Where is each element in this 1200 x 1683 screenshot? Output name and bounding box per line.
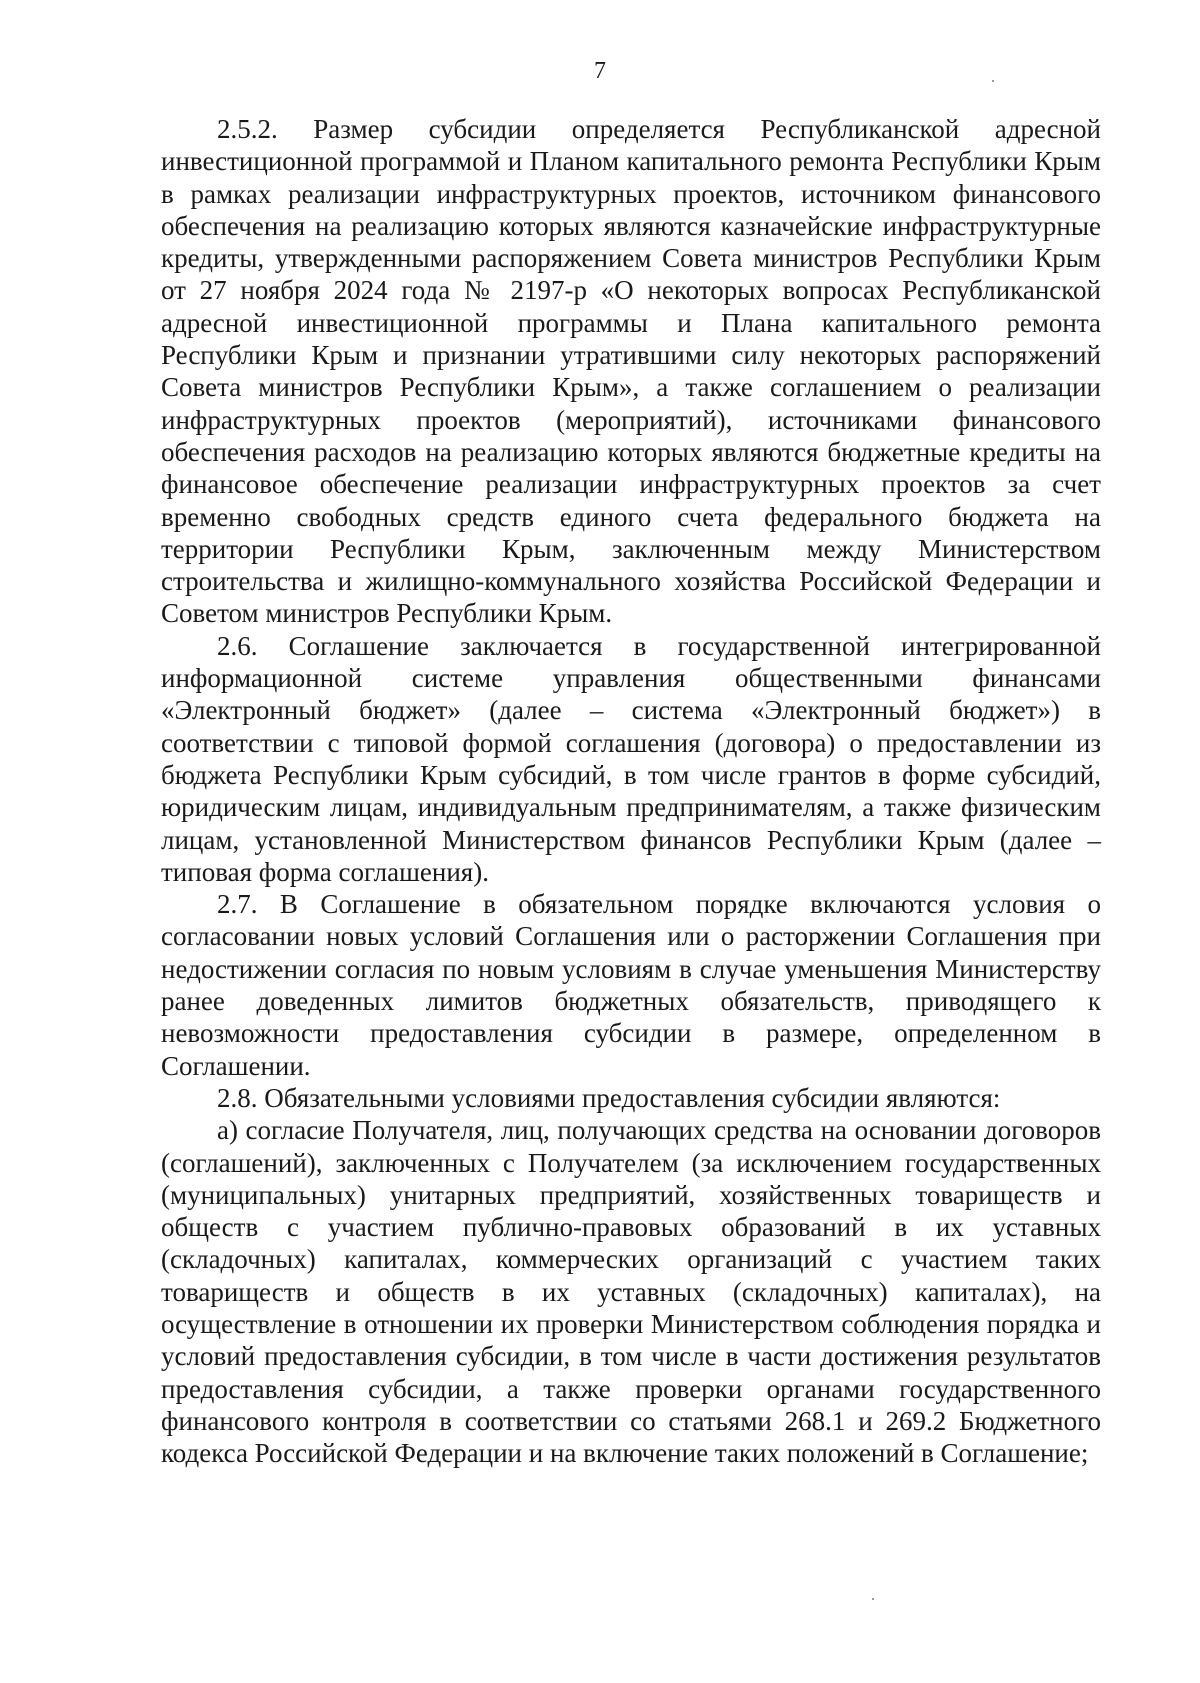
page-number: 7 — [594, 58, 606, 84]
paragraph-2-8-a: а) согласие Получателя, лиц, получающих средства на основании договоров (соглашений), заключенных с Получателем (за исключением государственных (муниципальных) унитарных предприятий, хозяйственных товариществ и обществ с участием публично-правовых образований в их уставных (складочных) капиталах, коммерческих организаций с участием таких товариществ и обществ в их уставных (складочных) капиталах), на осуществление в отношении их проверки Министерством соблюдения порядка и условий предоставления субсидии, в том числе в части достижения результатов предоставления субсидии, а также проверки органами государственного финансового контроля в соответствии со статьями 268.1 и 269.2 Бюджетного кодекса Российской Федерации и на включение таких положений в Соглашение; — [161, 1115, 1101, 1469]
scan-speck — [992, 80, 994, 82]
paragraph-2-5-2: 2.5.2. Размер субсидии определяется Республиканской адресной инвестиционной программой и Планом капитального ремонта Республики Крым в рамках реализации инфраструктурных проектов, источником финансового обеспечения на реализацию которых являются казначейские инфраструктурные кредиты, утвержденными распоряжением Совета министров Республики Крым от 27 ноября 2024 года № 2197-р «О некоторых вопросах Республиканской адресной инвестиционной программы и Плана капитального ремонта Республики Крым и признании утратившими силу некоторых распоряжений Совета министров Республики Крым», а также соглашением о реализации инфраструктурных проектов (мероприятий), источниками финансового обеспечения расходов на реализацию которых являются бюджетные кредиты на финансовое обеспечение реализации инфраструктурных проектов за счет временно свободных средств единого счета федерального бюджета на территории Республики Крым, заключенным между Министерством строительства и жилищно-коммунального хозяйства Российской Федерации и Советом министров Республики Крым. — [161, 114, 1101, 629]
document-body — [161, 113, 1101, 1469]
paragraph-2-7: 2.7. В Соглашение в обязательном порядке включаются условия о согласовании новых условий Соглашения или о расторжении Соглашения при недостижении согласия по новым условиям в случае уменьшения Министерству ранее доведенных лимитов бюджетных обязательств, приводящего к невозможности предоставления субсидии в размере, определенном в Соглашении. — [161, 889, 1101, 1081]
paragraph-2-6: 2.6. Соглашение заключается в государственной интегрированной информационной системе управления общественными финансами «Электронный бюджет» (далее – система «Электронный бюджет») в соответствии с типовой формой соглашения (договора) о предоставлении из бюджета Республики Крым субсидий, в том числе грантов в форме субсидий, юридическим лицам, индивидуальным предпринимателям, а также физическим лицам, установленной Министерством финансов Республики Крым (далее – типовая форма соглашения). — [161, 630, 1101, 887]
scan-speck — [872, 1598, 874, 1600]
paragraph-2-8: 2.8. Обязательными условиями предоставления субсидии являются: — [217, 1082, 1001, 1113]
